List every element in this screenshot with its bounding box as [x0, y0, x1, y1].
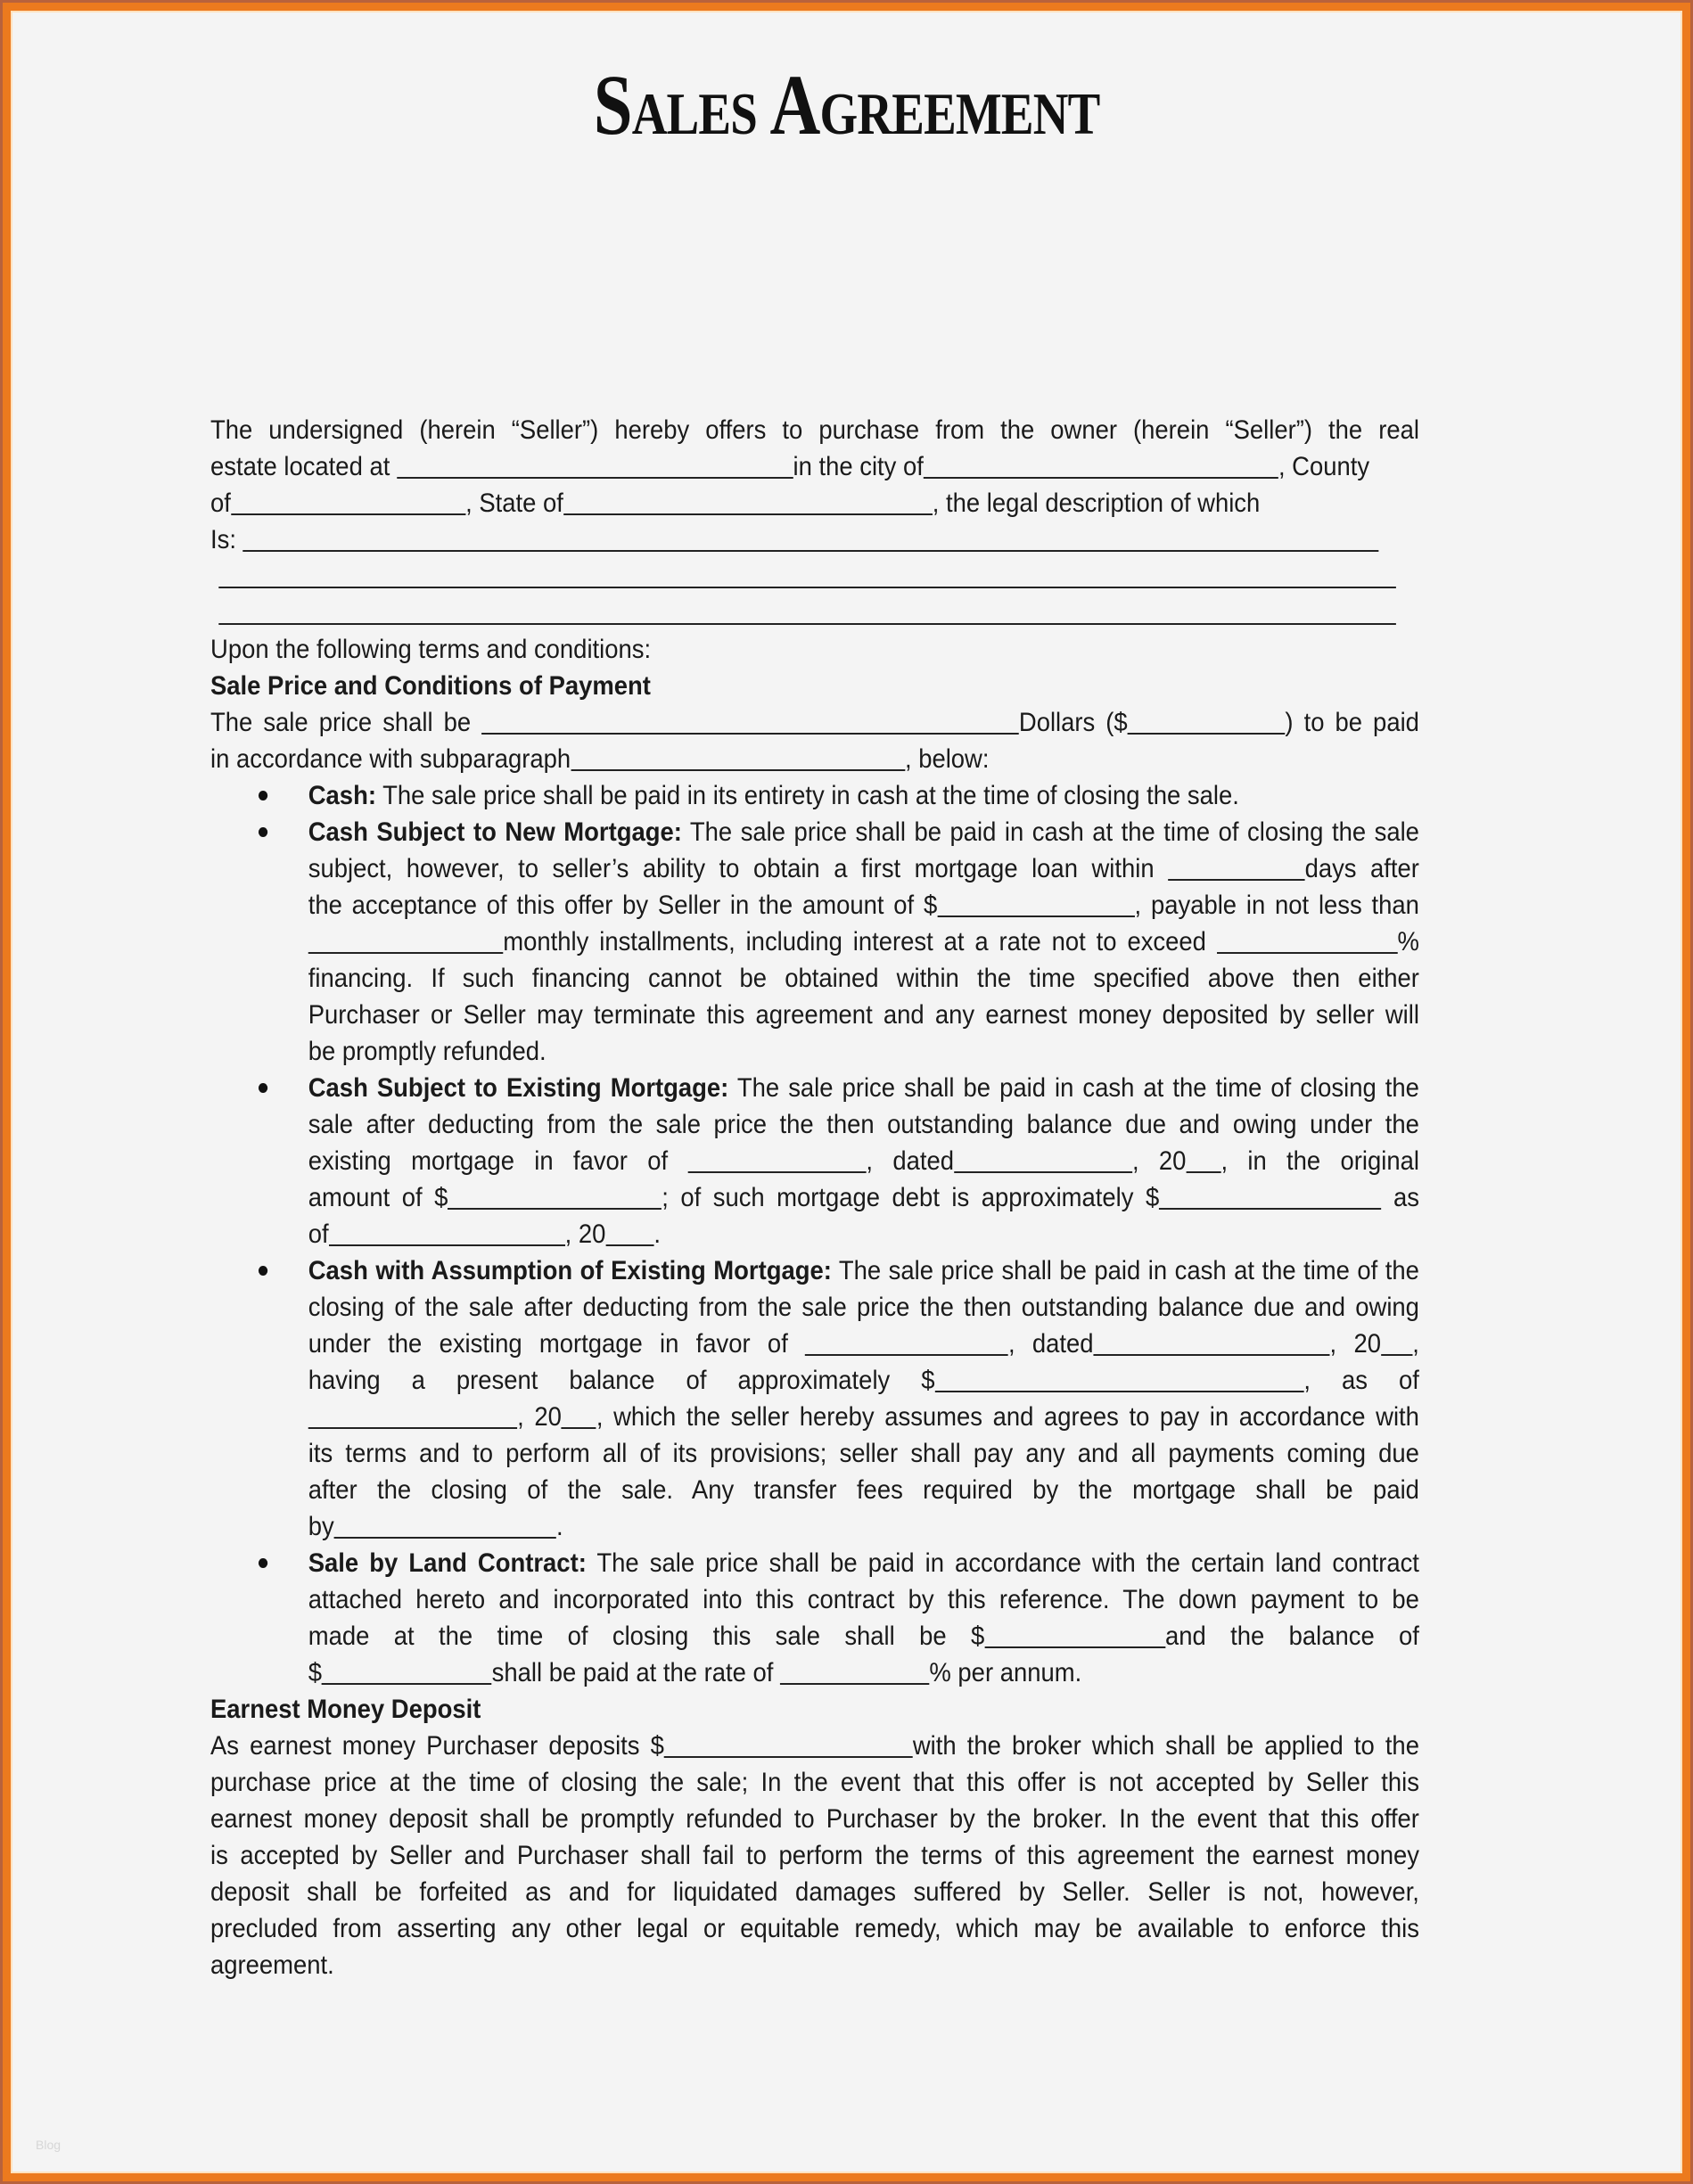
intro-line-5	[210, 558, 1419, 595]
payment-option-assumption	[210, 1252, 1419, 1545]
option-line	[308, 1508, 1419, 1545]
bullet-icon	[259, 1558, 267, 1568]
earnest-deposit-blank[interactable]	[664, 1730, 913, 1759]
as-of-year-blank[interactable]	[605, 1219, 653, 1247]
sale-price-heading: Sale Price and Conditions of Payment	[210, 671, 651, 701]
earnest-line: agreement.	[210, 1950, 334, 1980]
option-text: amount of $	[308, 1183, 448, 1212]
option-text: , as of	[1303, 1366, 1419, 1395]
option-line	[308, 1179, 1419, 1216]
option-text: as	[1393, 1183, 1419, 1212]
loan-amount-blank[interactable]	[937, 890, 1134, 918]
option-label: Cash:	[308, 781, 376, 810]
option-line	[308, 1362, 1419, 1399]
payment-option-new-mortgage	[210, 814, 1419, 1070]
earnest-line: is accepted by Seller and Purchaser shall fail to perform the terms of this agreement the earnest money	[210, 1841, 1419, 1870]
balance-amount-blank[interactable]	[322, 1657, 492, 1686]
city-blank[interactable]	[924, 451, 1278, 480]
mortgage-year-blank[interactable]	[1186, 1145, 1220, 1174]
option-line	[308, 1252, 1419, 1289]
option-line	[308, 1618, 1419, 1654]
legal-description-blank-2[interactable]	[218, 561, 1396, 589]
option-text: %	[1397, 927, 1419, 957]
option-line	[308, 777, 1419, 814]
state-blank[interactable]	[563, 488, 933, 516]
option-text: .	[555, 1512, 563, 1541]
option-line	[308, 814, 1419, 850]
option-text: , which the seller hereby assumes and agrees to pay in accordance with	[596, 1402, 1419, 1432]
sale-price-words-blank[interactable]	[481, 707, 1019, 735]
option-text: The sale price shall be paid in cash at the time of closing the sale	[689, 817, 1419, 847]
option-text: The sale price shall be paid in cash at the time of the	[838, 1256, 1419, 1285]
intro-line-6	[210, 595, 1419, 631]
balance-year-blank[interactable]	[562, 1401, 596, 1430]
intro-text: in the city of	[793, 452, 924, 481]
earnest-text: As earnest money Purchaser deposits $	[210, 1731, 664, 1761]
option-text: , dated	[866, 1146, 954, 1176]
earnest-line	[210, 1728, 1419, 1764]
mortgage-date-blank[interactable]	[954, 1145, 1132, 1174]
intro-paragraph	[210, 412, 1419, 631]
option-line: attached hereto and incorporated into this contract by this reference. The down payment to be	[308, 1585, 1419, 1614]
option-label: Sale by Land Contract:	[308, 1548, 587, 1578]
option-text: The sale price shall be paid in cash at the time of closing the	[736, 1073, 1419, 1103]
earnest-money-paragraph	[210, 1728, 1419, 1983]
legal-description-blank-1[interactable]	[243, 524, 1379, 553]
sale-price-text: Dollars ($	[1018, 708, 1128, 737]
option-text: % per annum.	[929, 1658, 1082, 1687]
option-line	[308, 1654, 1419, 1691]
option-line: sale after deducting from the sale price the then outstanding balance due and owing under the	[308, 1110, 1419, 1139]
option-text: the acceptance of this offer by Seller in the amount of $	[308, 891, 938, 920]
payment-option-land-contract	[210, 1545, 1419, 1691]
installments-blank[interactable]	[308, 926, 504, 955]
option-text: having a present balance of approximately $	[308, 1366, 935, 1395]
option-line	[308, 887, 1419, 924]
payment-options-list	[210, 777, 1419, 1691]
option-text: under the existing mortgage in favor of	[308, 1329, 788, 1359]
earnest-money-heading: Earnest Money Deposit	[210, 1695, 481, 1724]
earnest-line: precluded from asserting any other legal or equitable remedy, which may be available to enforce this	[210, 1914, 1419, 1943]
assumed-mortgage-holder-blank[interactable]	[805, 1328, 1008, 1357]
intro-text: of	[210, 489, 231, 518]
option-label: Cash Subject to New Mortgage:	[308, 817, 682, 847]
intro-line-4	[210, 521, 1419, 558]
sale-price-text: ) to be paid	[1285, 708, 1419, 737]
address-blank[interactable]	[397, 451, 793, 480]
option-text: , 20	[1131, 1146, 1187, 1176]
transfer-fees-payer-blank[interactable]	[334, 1511, 556, 1539]
option-line: after the closing of the sale. Any transfer fees required by the mortgage shall be paid	[308, 1475, 1419, 1505]
as-of-date-blank[interactable]	[329, 1219, 565, 1247]
option-text: , in the original	[1220, 1146, 1419, 1176]
intro-line-2	[210, 448, 1419, 485]
mortgage-holder-blank[interactable]	[687, 1145, 866, 1174]
terms-intro: Upon the following terms and conditions:	[210, 635, 652, 664]
intro-line-1: The undersigned (herein “Seller”) hereby offers to purchase from the owner (herein “Seller”) the real	[210, 415, 1419, 445]
option-text: shall be paid at the rate of	[491, 1658, 774, 1687]
bullet-icon	[259, 1083, 267, 1093]
assumed-mortgage-year-blank[interactable]	[1381, 1328, 1412, 1357]
option-text: ; of such mortgage debt is approximately $	[662, 1183, 1160, 1212]
intro-line-3	[210, 485, 1419, 521]
intro-text: , the legal description of which	[932, 489, 1261, 518]
down-payment-blank[interactable]	[984, 1621, 1165, 1649]
sale-price-line-2	[210, 741, 1419, 777]
loan-days-blank[interactable]	[1168, 853, 1304, 882]
option-text: existing mortgage in favor of	[308, 1146, 669, 1176]
interest-rate-blank[interactable]	[1217, 926, 1398, 955]
option-text: and the balance of	[1164, 1622, 1419, 1651]
option-text: , dated	[1007, 1329, 1094, 1359]
document-body	[210, 412, 1419, 1983]
option-line	[308, 1545, 1419, 1581]
intro-text: , State of	[465, 489, 563, 518]
option-text: of	[308, 1219, 329, 1249]
option-text: The sale price shall be paid in its entirety in cash at the time of closing the sale.	[382, 781, 1239, 810]
payment-option-existing-mortgage	[210, 1070, 1419, 1252]
watermark-text: Blog	[36, 2138, 62, 2152]
county-blank[interactable]	[231, 488, 465, 516]
bullet-icon	[259, 1266, 267, 1276]
option-line	[308, 924, 1419, 960]
earnest-text: with the broker which shall be applied to the	[912, 1731, 1419, 1761]
subparagraph-blank[interactable]	[571, 743, 905, 772]
option-text: made at the time of closing this sale shall be $	[308, 1622, 985, 1651]
option-line: closing of the sale after deducting from the sale price the then outstanding balance due and owing	[308, 1293, 1419, 1322]
payment-option-cash	[210, 777, 1419, 814]
intro-text: estate located at	[210, 452, 390, 481]
option-line	[308, 1399, 1419, 1435]
option-label: Cash with Assumption of Existing Mortgage:	[308, 1256, 832, 1285]
option-line	[308, 850, 1419, 887]
bullet-icon	[259, 827, 267, 837]
present-balance-blank[interactable]	[935, 1365, 1304, 1393]
option-line	[308, 1216, 1419, 1252]
bullet-icon	[259, 791, 267, 801]
option-text: $	[308, 1658, 323, 1687]
option-text: monthly installments, including interest at a rate not to exceed	[503, 927, 1206, 957]
option-label: Cash Subject to Existing Mortgage:	[308, 1073, 729, 1103]
land-contract-rate-blank[interactable]	[780, 1657, 929, 1686]
earnest-line: purchase price at the time of closing the sale; In the event that this offer is not accepted by Seller this	[210, 1768, 1419, 1797]
earnest-line: earnest money deposit shall be promptly refunded to Purchaser by the broker. In the event that this offer	[210, 1804, 1419, 1834]
intro-text: Is:	[210, 525, 236, 554]
option-text: ,	[1412, 1329, 1419, 1359]
option-line	[308, 1326, 1419, 1362]
option-text: subject, however, to seller’s ability to obtain a first mortgage loan within	[308, 854, 1155, 883]
option-text: , 20	[1329, 1329, 1381, 1359]
legal-description-blank-3[interactable]	[218, 597, 1396, 626]
option-line: Purchaser or Seller may terminate this agreement and any earnest money deposited by seller will	[308, 1000, 1419, 1030]
original-amount-blank[interactable]	[448, 1182, 662, 1211]
option-text: , 20	[564, 1219, 606, 1249]
document-title: Sales Agreement	[593, 57, 1100, 152]
sale-price-amount-blank[interactable]	[1128, 707, 1286, 735]
option-line	[308, 1070, 1419, 1106]
option-line: its terms and to perform all of its provisions; seller shall pay any and all payments coming due	[308, 1439, 1419, 1468]
balance-date-blank[interactable]	[308, 1401, 517, 1430]
sale-price-text: , below:	[904, 744, 990, 774]
sale-price-text: The sale price shall be	[210, 708, 472, 737]
earnest-line: deposit shall be forfeited as and for liquidated damages suffered by Seller. Seller is not, however,	[210, 1877, 1419, 1907]
option-text: by	[308, 1512, 334, 1541]
option-text: , 20	[517, 1402, 562, 1432]
sale-price-line-1	[210, 704, 1419, 741]
approx-debt-blank[interactable]	[1159, 1182, 1381, 1211]
option-text: , payable in not less than	[1134, 891, 1419, 920]
option-line: financing. If such financing cannot be obtained within the time specified above then either	[308, 964, 1419, 993]
option-text: .	[653, 1219, 662, 1249]
sale-price-text: in accordance with subparagraph	[210, 744, 571, 774]
assumed-mortgage-date-blank[interactable]	[1094, 1328, 1330, 1357]
option-text: days after	[1304, 854, 1419, 883]
intro-text: , County	[1278, 452, 1370, 481]
option-text: The sale price shall be paid in accordance with the certain land contract	[596, 1548, 1419, 1578]
option-line	[308, 1143, 1419, 1179]
option-line: be promptly refunded.	[308, 1037, 547, 1066]
